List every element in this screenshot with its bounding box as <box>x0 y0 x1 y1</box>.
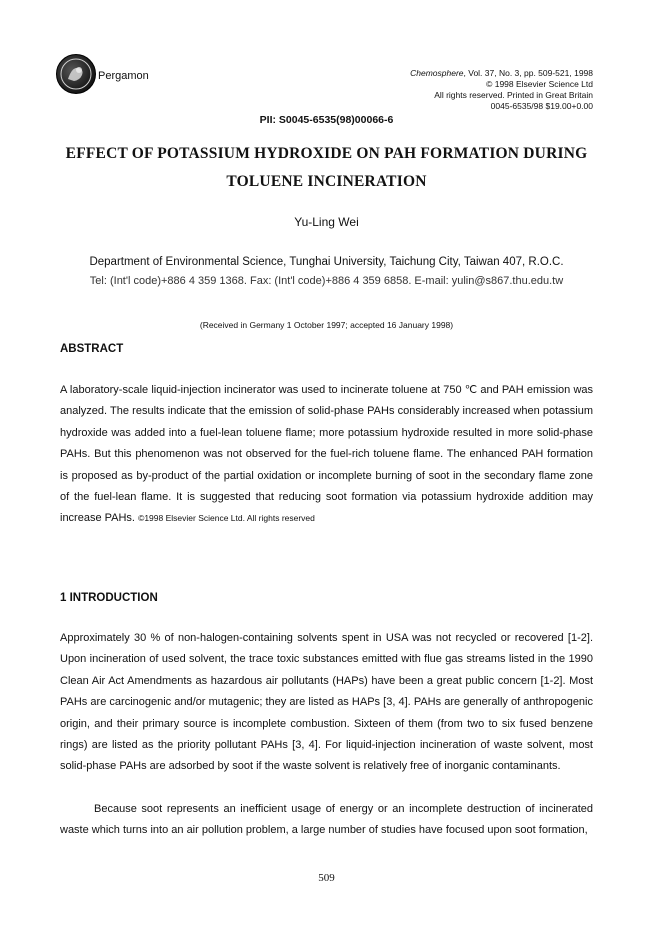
issn-line: 0045-6535/98 $19.00+0.00 <box>490 101 593 111</box>
copyright-line: © 1998 Elsevier Science Ltd <box>486 79 593 89</box>
journal-citation: , Vol. 37, No. 3, pp. 509-521, 1998 <box>463 68 593 78</box>
pergamon-logo <box>56 54 96 94</box>
contact-info: Tel: (Int'l code)+886 4 359 1368. Fax: (Int'l code)+886 4 359 6858. E-mail: yulin@s867.thu.edu.tw <box>89 275 564 287</box>
pii: PII: S0045-6535(98)00066-6 <box>259 114 394 126</box>
journal-name: Chemosphere <box>410 68 464 78</box>
abstract-text <box>60 380 593 530</box>
author: Yu-Ling Wei <box>294 215 359 229</box>
rights-line: All rights reserved. Printed in Great Britain <box>434 90 593 100</box>
title-line-2: TOLUENE INCINERATION <box>226 173 427 190</box>
affiliation: Department of Environmental Science, Tunghai University, Taichung City, Taiwan 407, R.O.C. <box>89 256 564 268</box>
abstract-copyright: ©1998 Elsevier Science Ltd. All rights reserved <box>138 513 315 524</box>
pergamon-emblem-icon <box>57 55 95 93</box>
publisher-name: Pergamon <box>98 70 149 82</box>
abstract-body: A laboratory-scale liquid-injection incinerator was used to incinerate toluene at 750 ℃ and PAH emission was analyzed. The results indicate that the emission of solid-phase PAHs considerably increased when potassium hydroxide was added into a fuel-lean toluene flame; more potassium hydroxide resulted in more solid-phase PAHs. But this phenomenon was not observed for the fuel-rich toluene flame. The enhanced PAH formation is proposed as by-product of the partial oxidation or incomplete burning of soot in the secondary flame zone of the fuel-lean flame. It is suggested that reducing soot formation via potassium hydroxide addition may increase PAHs. <box>60 384 593 525</box>
page-number: 509 <box>318 872 335 884</box>
title-line-1: EFFECT OF POTASSIUM HYDROXIDE ON PAH FORMATION DURING <box>65 145 588 162</box>
paper-title <box>40 140 613 196</box>
introduction-paragraph-1: Approximately 30 % of non-halogen-containing solvents spent in USA was not recycled or recovered [1-2]. Upon incineration of used solvent, the trace toxic substances emitted with flue gas streams listed in the 1990 Clean Air Act Amendments as hazardous air pollutants (HAPs) have been a great public concern [1-2]. Most PAHs are carcinogenic and/or mutagenic; they are listed as HAPs [3, 4]. PAHs are generally of anthropogenic origin, and their primary source is incomplete combustion. Sixteen of them (from two to six fused benzene rings) are listed as the priority pollutant PAHs [3, 4]. For liquid-injection incineration of waste solvent, most solid-phase PAHs are adsorbed by soot if the waste solvent is relatively free of inorganic contaminants. <box>60 632 593 773</box>
introduction-paragraph-2: Because soot represents an inefficient usage of energy or an incomplete destruction of incinerated waste which turns into an air pollution problem, a large number of studies have focused upon soot formation, <box>60 803 593 837</box>
introduction-heading: 1 INTRODUCTION <box>60 592 158 604</box>
abstract-heading: ABSTRACT <box>60 343 124 355</box>
journal-info <box>333 68 593 112</box>
received-dates: (Received in Germany 1 October 1997; accepted 16 January 1998) <box>199 320 454 330</box>
